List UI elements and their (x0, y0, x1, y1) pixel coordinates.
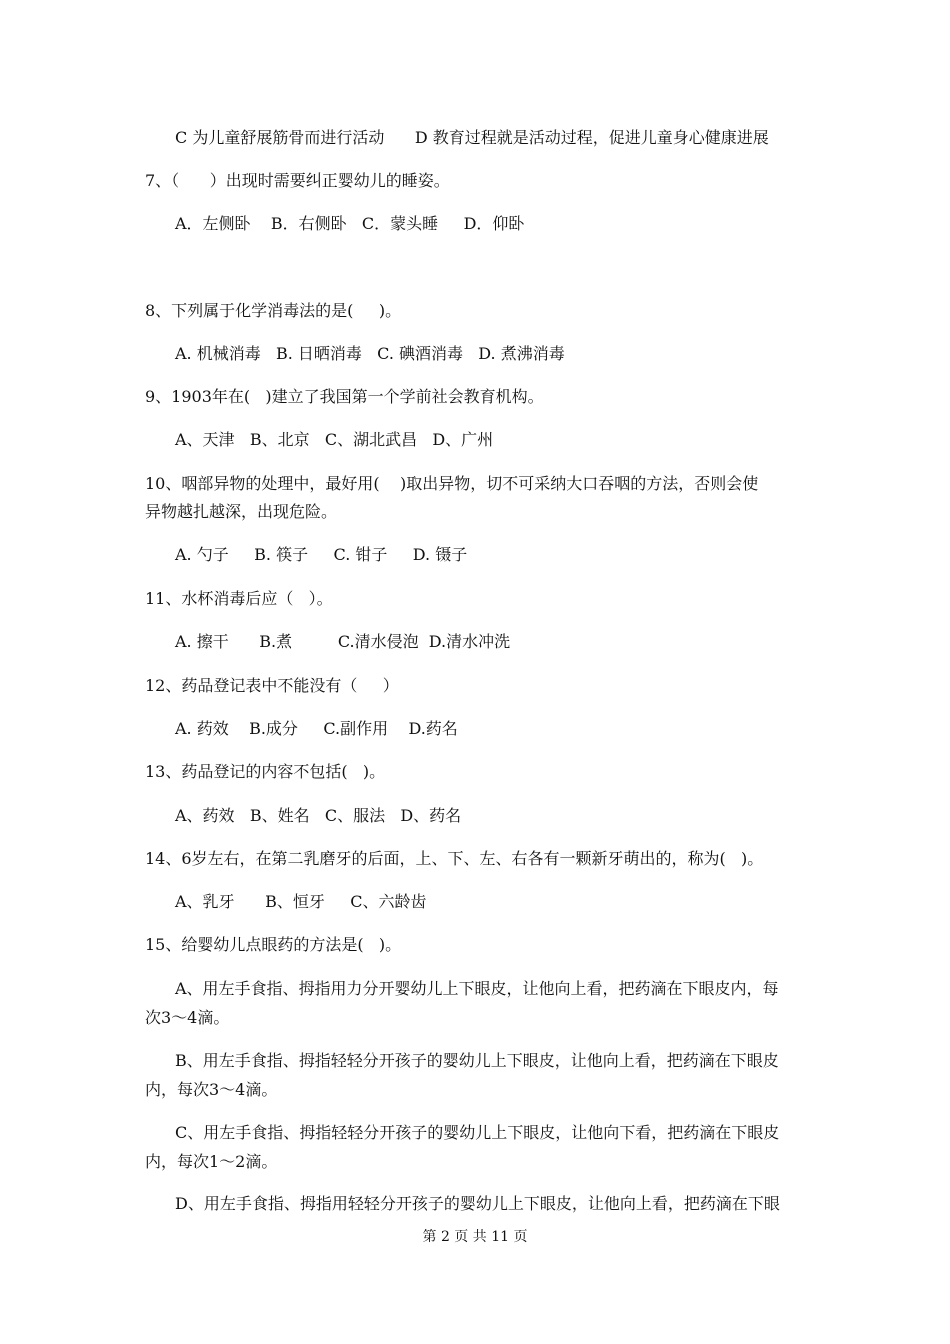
question-10: 10、咽部异物的处理中，最好用( )取出异物，切不可采纳大口吞咽的方法，否则会使 (145, 474, 759, 493)
question-11: 11、水杯消毒后应（ ）。 (145, 589, 333, 608)
question-9: 9、1903年在( )建立了我国第一个学前社会教育机构。 (145, 387, 544, 406)
question-13: 13、药品登记的内容不包括( )。 (145, 762, 386, 781)
question-13-options: A、药效 B、姓名 C、服法 D、药名 (175, 806, 462, 825)
question-15-option-c: C、用左手食指、拇指轻轻分开孩子的婴幼儿上下眼皮，让他向下看，把药滴在下眼皮 (175, 1123, 780, 1142)
question-9-options: A、天津 B、北京 C、湖北武昌 D、广州 (175, 430, 494, 449)
question-15-option-c-continued: 内，每次1～2滴。 (145, 1152, 278, 1171)
question-12-options: A. 药效 B.成分 C.副作用 D.药名 (175, 719, 458, 738)
question-10-continued: 异物越扎越深，出现危险。 (145, 502, 338, 521)
question-11-options: A. 擦干 B.煮 C.清水侵泡 D.清水冲洗 (175, 632, 511, 651)
question-14: 14、6岁左右，在第二乳磨牙的后面，上、下、左、右各有一颗新牙萌出的，称为( )。 (145, 849, 764, 868)
question-15-option-a-continued: 次3～4滴。 (145, 1008, 230, 1027)
question-15-option-b-continued: 内，每次3～4滴。 (145, 1080, 278, 1099)
page-footer: 第 2 页 共 11 页 (422, 1229, 528, 1245)
question-14-options: A、乳牙 B、恒牙 C、六龄齿 (175, 892, 427, 911)
question-8-options: A. 机械消毒 B. 日晒消毒 C. 碘酒消毒 D. 煮沸消毒 (175, 344, 565, 363)
question-7-options: A．左侧卧 B．右侧卧 C．蒙头睡 D．仰卧 (175, 214, 525, 233)
question-15-option-a: A、用左手食指、拇指用力分开婴幼儿上下眼皮，让他向上看，把药滴在下眼皮内，每 (175, 979, 779, 998)
question-15-option-d: D、用左手食指、拇指用轻轻分开孩子的婴幼儿上下眼皮，让他向上看，把药滴在下眼 (175, 1194, 780, 1213)
question-15-option-b: B、用左手食指、拇指轻轻分开孩子的婴幼儿上下眼皮，让他向上看，把药滴在下眼皮 (175, 1051, 779, 1070)
question-12: 12、药品登记表中不能没有（ ） (145, 676, 399, 695)
question-10-options: A. 勺子 B. 筷子 C. 钳子 D. 镊子 (175, 545, 468, 564)
question-8: 8、下列属于化学消毒法的是( )。 (145, 301, 402, 320)
question-7: 7、（ ）出现时需要纠正婴幼儿的睡姿。 (145, 171, 450, 190)
question-6-options-cd: C 为儿童舒展筋骨而进行活动 D 教育过程就是活动过程，促进儿童身心健康进展 (175, 128, 769, 147)
question-15: 15、给婴幼儿点眼药的方法是( )。 (145, 935, 402, 954)
